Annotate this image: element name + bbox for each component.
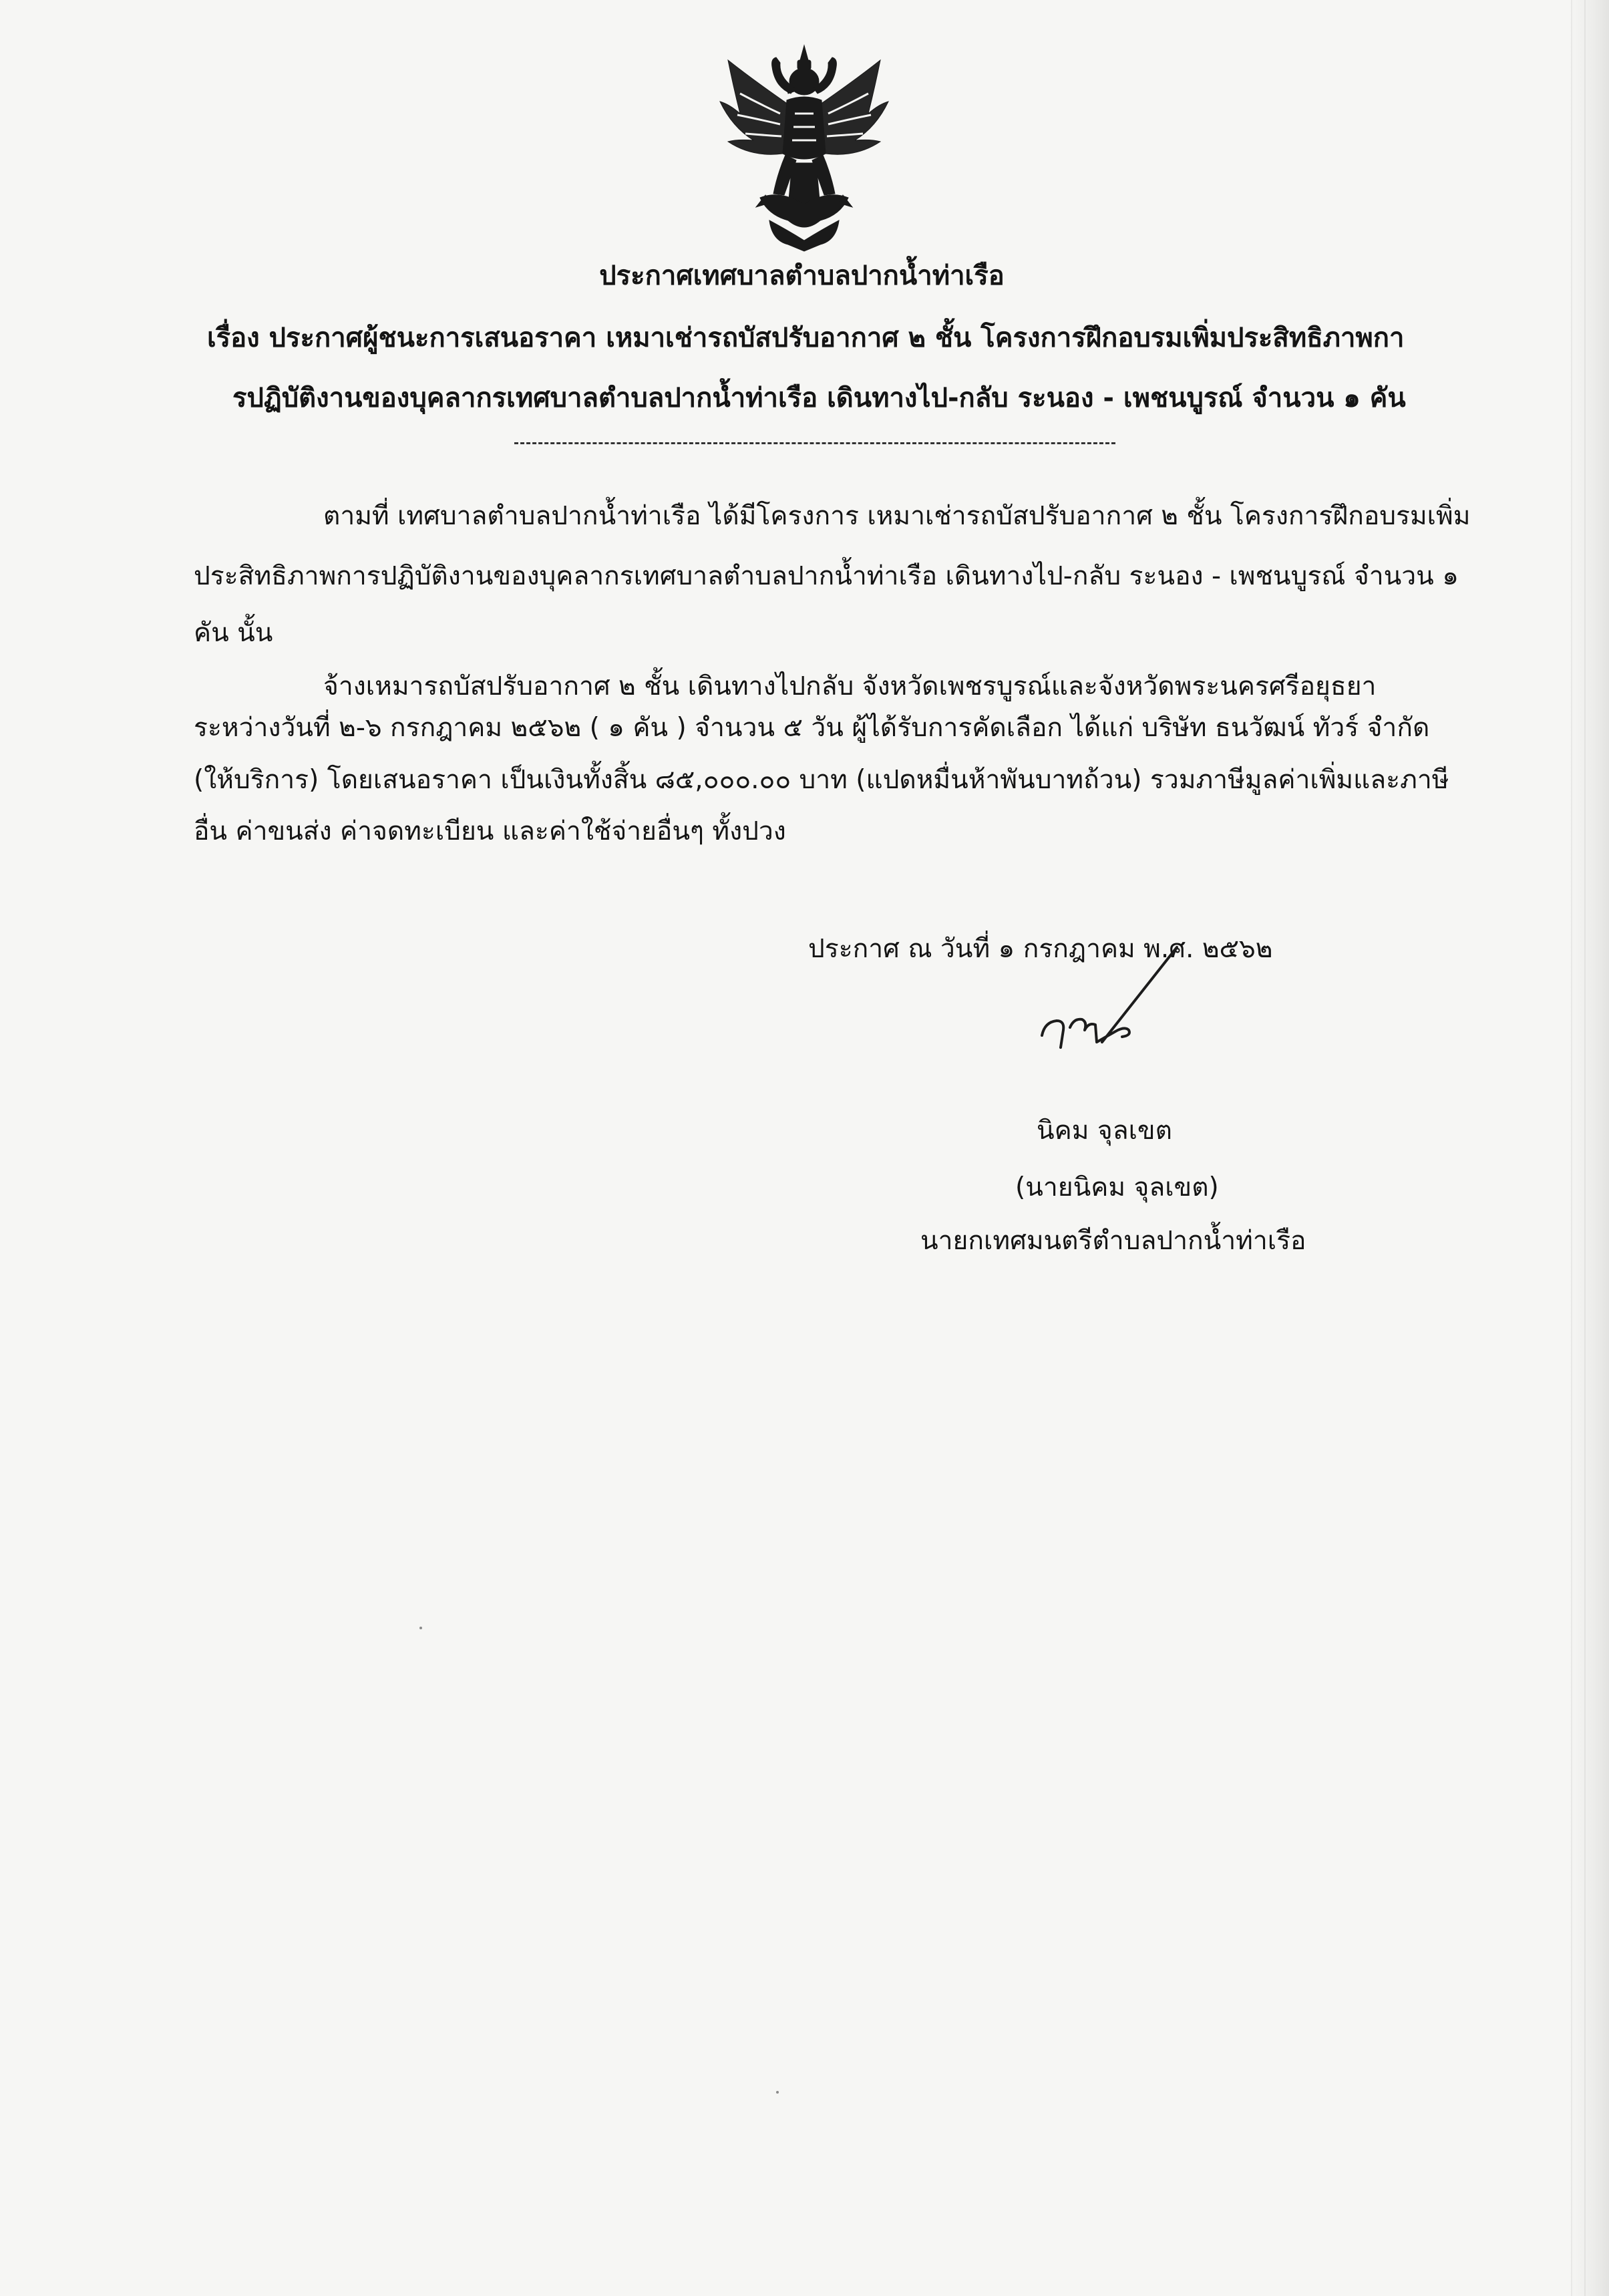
scan-line — [1571, 0, 1572, 2296]
scan-speck — [419, 1627, 422, 1629]
signer-title: นายกเทศมนตรีตำบลปากน้ำท่าเรือ — [920, 1226, 1306, 1256]
handwritten-signature-icon — [1022, 942, 1182, 1076]
issuer-heading: ประกาศเทศบาลตำบลปากน้ำท่าเรือ — [599, 261, 1005, 291]
paragraph-line: ตามที่ เทศบาลตำบลปากน้ำท่าเรือ ได้มีโครงการ เหมาเช่ารถบัสปรับอากาศ ๒ ชั้น โครงการฝึกอบรมเพิ่ม — [323, 501, 1471, 531]
scan-speck — [776, 2091, 779, 2094]
paragraph-line: (ให้บริการ) โดยเสนอราคา เป็นเงินทั้งสิ้น ๘๕,๐๐๐.๐๐ บาท (แปดหมื่นห้าพันบาทถ้วน) รวมภาษีมูลค่าเพิ่มและภาษี — [194, 765, 1449, 795]
subject-line: รปฏิบัติงานของบุคลากรเทศบาลตำบลปากน้ำท่าเรือ เดินทางไป-กลับ ระนอง - เพชนบูรณ์ จำนวน ๑ คัน — [232, 383, 1406, 414]
signer-full-name: (นายนิคม จุลเขต) — [1015, 1172, 1219, 1202]
header-divider — [514, 442, 1115, 444]
announcement-date: ประกาศ ณ วันที่ ๑ กรกฎาคม พ.ศ. ๒๕๖๒ — [808, 934, 1273, 964]
scan-line — [1584, 0, 1586, 2296]
scan-edge-shadow — [1569, 0, 1609, 2296]
garuda-emblem-icon — [713, 40, 895, 254]
signer-name: นิคม จุลเขต — [1037, 1116, 1172, 1146]
subject-line: เรื่อง ประกาศผู้ชนะการเสนอราคา เหมาเช่ารถบัสปรับอากาศ ๒ ชั้น โครงการฝึกอบรมเพิ่มประสิทธิภาพกา — [207, 323, 1405, 353]
paragraph-line: ประสิทธิภาพการปฏิบัติงานของบุคลากรเทศบาลตำบลปากน้ำท่าเรือ เดินทางไป-กลับ ระนอง - เพชนบูรณ์ จำนวน ๑ — [194, 561, 1459, 591]
paragraph-line: ระหว่างวันที่ ๒-๖ กรกฎาคม ๒๕๖๒ ( ๑ คัน ) จำนวน ๕ วัน ผู้ได้รับการคัดเลือก ได้แก่ บริษัท ธนวัฒน์ ทัวร์ จำกัด — [194, 713, 1430, 743]
paragraph-line: อื่น ค่าขนส่ง ค่าจดทะเบียน และค่าใช้จ่ายอื่นๆ ทั้งปวง — [194, 816, 786, 846]
paragraph-line: คัน นั้น — [194, 618, 273, 648]
paragraph-line: จ้างเหมารถบัสปรับอากาศ ๒ ชั้น เดินทางไปกลับ จังหวัดเพชรบูรณ์และจังหวัดพระนครศรีอยุธยา — [323, 671, 1377, 701]
